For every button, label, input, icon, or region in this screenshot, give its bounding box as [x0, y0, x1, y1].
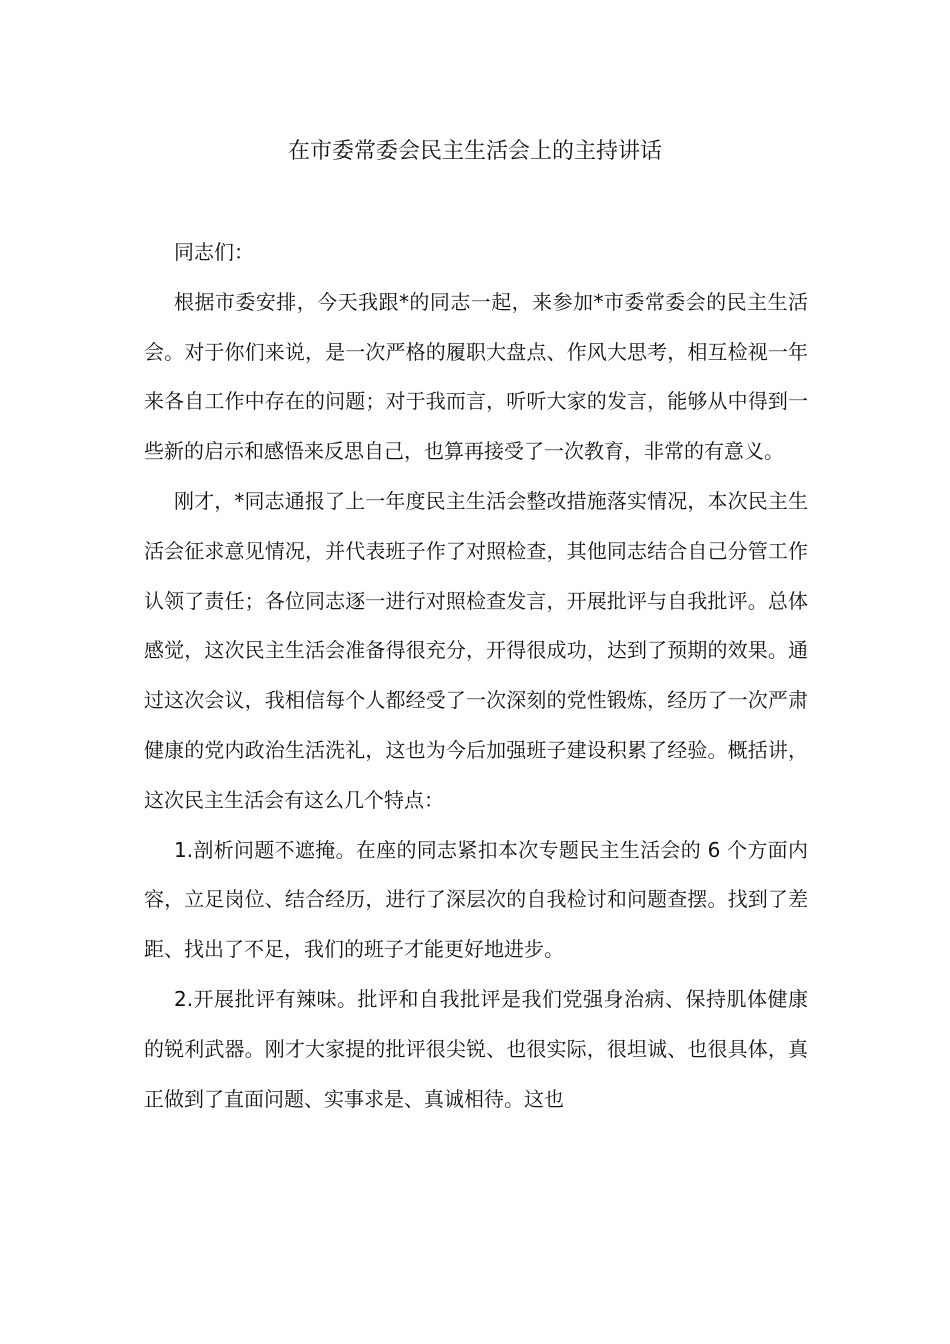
paragraph-summary: 刚才，*同志通报了上一年度民主生活会整改措施落实情况，本次民主生活会征求意见情况，并代表班子作了对照检查，其他同志结合自己分管工作认领了责任；各位同志逐一进行对照检查发言，开展批评与自我批评。总体感觉，这次民主生活会准备得很充分，开得很成功，达到了预期的效果。通过这次会议，我相信每个人都经受了一次深刻的党性锻炼，经历了一次严肃健康的党内政治生活洗礼，这也为今后加强班子建设积累了经验。概括讲，这次民主生活会有这么几个特点：: [144, 488, 808, 812]
paragraph-point-1: 1.剖析问题不遮掩。在座的同志紧扣本次专题民主生活会的 6 个方面内容，立足岗位、结合经历，进行了深层次的自我检讨和问题查摆。找到了差距、找出了不足，我们的班子才能更好地进步。: [144, 837, 808, 962]
document-body: [144, 228, 808, 1124]
paragraph-point-2: 2.开展批评有辣味。批评和自我批评是我们党强身治病、保持肌体健康的锐利武器。刚才大家提的批评很尖锐、也很实际，很坦诚、也很具体，真正做到了直面问题、实事求是、真诚相待。这也: [144, 986, 808, 1111]
paragraph-opening: 根据市委安排，今天我跟*的同志一起，来参加*市委常委会的民主生活会。对于你们来说，是一次严格的履职大盘点、作风大思考，相互检视一年来各自工作中存在的问题；对于我而言，听听大家的发言，能够从中得到一些新的启示和感悟来反思自己，也算再接受了一次教育，非常的有意义。: [144, 289, 808, 464]
document-title: 在市委常委会民主生活会上的主持讲话: [287, 139, 662, 164]
salutation: 同志们：: [174, 240, 254, 264]
